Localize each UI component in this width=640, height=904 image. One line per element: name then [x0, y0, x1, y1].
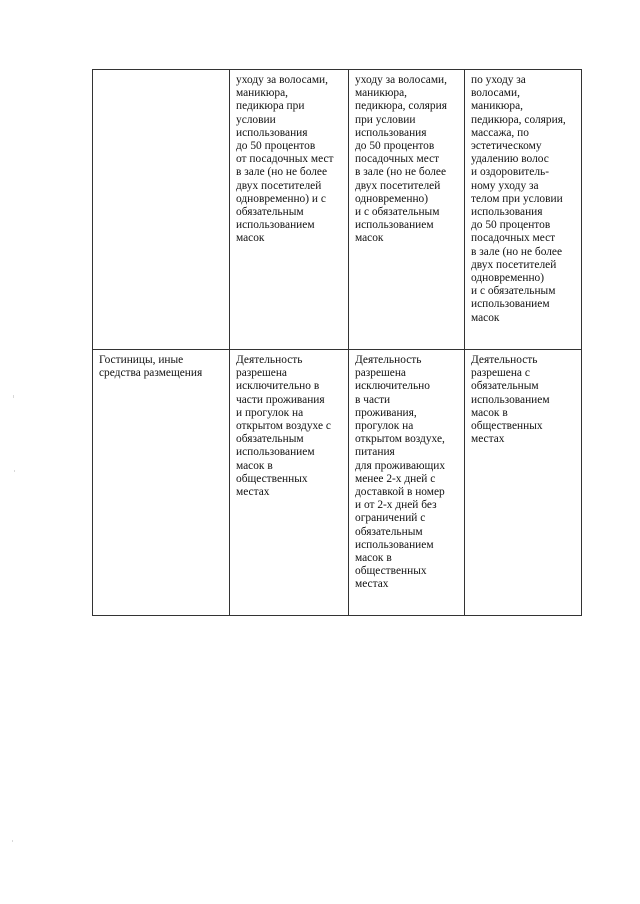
row-2-stage-1-cell: Деятельность разрешена исключительно в части проживания и прогулок на открытом воздухе с обязательным использованием масок в общественных местах: [230, 350, 349, 616]
row-2-category-cell: Гостиницы, иные средства размещения: [93, 350, 230, 616]
row-1-stage-1-cell: уходу за волосами, маникюра, педикюра при условии использования до 50 процентов от посадочных мест в зале (но не более двух посетителей одновременно) и с обязательным использованием масок: [230, 70, 349, 350]
table-row: [93, 350, 582, 616]
row-1-stage-3-cell: по уходу за волосами, маникюра, педикюра, солярия, массажа, по эстетическому удалению волос и оздоровитель- ному уходу за телом при условии использования до 50 процентов посадочных мест в зале (но не более двух посетителей одновременно) и с обязательным использованием масок: [465, 70, 582, 350]
scan-artifact: [13, 395, 14, 398]
row-1-stage-2-cell: уходу за волосами, маникюра, педикюра, солярия при условии использования до 50 процентов посадочных мест в зале (но не более двух посетителей одновременно) и с обязательным использованием масок: [349, 70, 465, 350]
scan-artifact: [14, 470, 15, 472]
row-1-category-cell: [93, 70, 230, 350]
regulation-table: [92, 69, 582, 616]
row-2-stage-2-cell: Деятельность разрешена исключительно в части проживания, прогулок на открытом воздухе, питания для проживающих менее 2-х дней с доставкой в номер и от 2-х дней без ограничений с обязательным использованием масок в общественных местах: [349, 350, 465, 616]
scan-artifact: [12, 840, 13, 842]
table-row: [93, 70, 582, 350]
row-2-stage-3-cell: Деятельность разрешена с обязательным использованием масок в общественных местах: [465, 350, 582, 616]
